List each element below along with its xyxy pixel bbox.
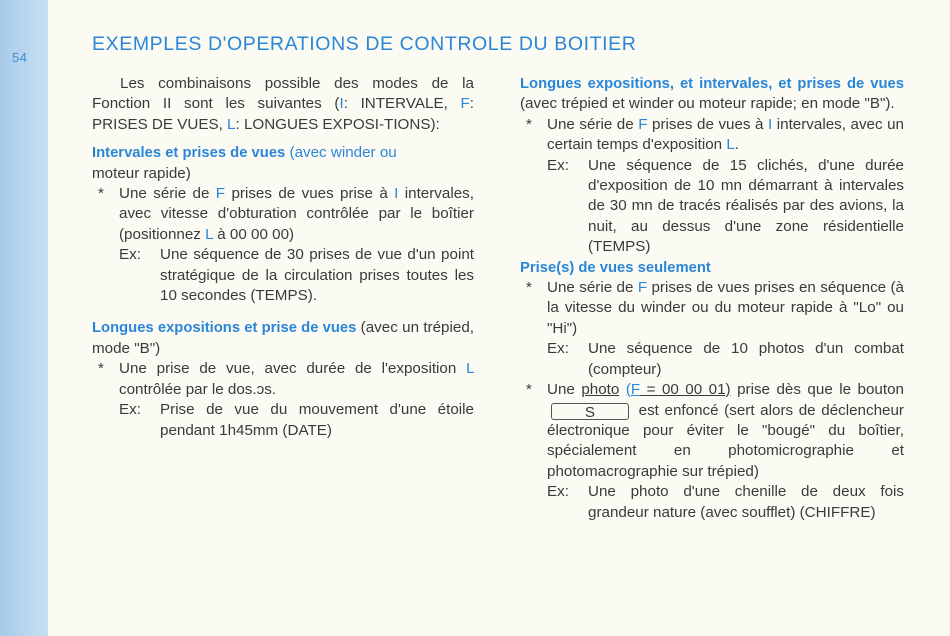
example: [520, 156, 904, 258]
bullet-star: *: [526, 381, 532, 399]
section-heading-long-exposure-intervals: [520, 74, 904, 115]
item-text: .: [734, 136, 740, 154]
item-text: à 00 00 00): [213, 225, 295, 243]
example-text: Une séquence de 30 prises de vue d'un point stratégique de la circulation prises toutes les 10 secondes (TEMPS).: [160, 246, 474, 305]
intro-text: : PRISES DE VUES,: [92, 95, 475, 133]
intro-text: : LONGUES EXPOSI-TIONS):: [235, 115, 440, 133]
example: [92, 245, 474, 306]
example: [520, 339, 904, 380]
example-text: Une séquence de 10 photos d'un combat (compteur): [588, 340, 904, 378]
bullet-star: *: [526, 279, 532, 297]
item-text: prise dès que le bouton: [730, 381, 904, 399]
example-label: Ex:: [547, 483, 569, 501]
mode-symbol-l: L: [726, 136, 735, 154]
item-text: photo: [581, 381, 620, 399]
list-item: [520, 115, 904, 156]
shutter-button-symbol: S: [551, 403, 629, 420]
item-text: = 00 00 01): [640, 381, 731, 399]
mode-symbol-f: F: [638, 115, 648, 133]
right-column: [520, 74, 904, 523]
example-label: Ex:: [547, 340, 569, 358]
heading-subtext: moteur rapide): [92, 164, 191, 182]
heading-subtext: (avec trépied et winder ou moteur rapide; en mode "B").: [520, 95, 895, 113]
item-text: Une: [547, 381, 582, 399]
intro-text: : INTERVALE,: [343, 95, 461, 113]
intro-paragraph: [92, 74, 474, 135]
mode-symbol-l: L: [466, 360, 474, 378]
item-text: contrôlée par le dos.ɔs.: [119, 380, 277, 398]
heading-subtext: (avec winder ou: [285, 144, 397, 162]
item-text: intervales, avec un certain temps d'exposition: [547, 115, 904, 154]
heading-text: Intervales et prises de vues: [92, 145, 286, 162]
item-text: Une série de: [547, 279, 638, 297]
item-text: prises de vues à: [647, 115, 769, 133]
item-text: Une série de: [547, 115, 639, 133]
intro-text: Les combinaisons possible des modes de la Fonction II sont les suivantes (: [92, 75, 474, 113]
example-text: Une photo d'une chenille de deux fois grandeur nature (avec soufflet) (CHIFFRE): [588, 483, 904, 521]
item-text: intervales, avec vitesse d'obturation contrôlée par le boîtier (positionnez: [119, 185, 474, 243]
example: [92, 400, 474, 441]
mode-symbol-f: F: [630, 381, 641, 399]
section-heading-intervals: [92, 143, 474, 184]
example-label: Ex:: [119, 246, 141, 264]
mode-symbol-f: F: [637, 279, 648, 297]
heading-text: Longues expositions, et intervales, et prises de vues: [520, 76, 904, 92]
page-title: EXEMPLES D'OPERATIONS DE CONTROLE DU BOITIER: [92, 33, 637, 55]
page-number: 54: [12, 50, 28, 65]
item-text: Une série de: [119, 185, 216, 203]
mode-symbol-l: L: [227, 115, 236, 133]
mode-symbol-i: I: [394, 185, 399, 203]
list-item: [92, 184, 474, 245]
mode-symbol-f: F: [215, 185, 226, 203]
item-text: est enfoncé (sert alors de déclencheur électronique pour éviter le "bougé" du boîtier, spécialement en photomicrographie et photomacrographie sur trépied): [547, 401, 904, 480]
example-text: Une séquence de 15 clichés, d'une durée d'exposition de 10 mn démarrant à intervales de 30 mn de tracés réalisés par des avions, la nuit, au dessus d'une zone résidentielle (TEMPS): [588, 156, 904, 256]
item-text: Une prise de vue, avec durée de l'exposition: [119, 360, 467, 378]
heading-text: Prise(s) de vues seulement: [520, 259, 711, 276]
example-label: Ex:: [547, 156, 569, 174]
item-text: prises de vues prises en séquence (à la vitesse du winder ou du moteur rapide à "Lo" ou "Hi"): [547, 279, 904, 337]
bullet-star: *: [526, 115, 532, 133]
item-text: (: [625, 381, 631, 399]
mode-symbol-f: F: [460, 95, 470, 113]
bullet-star: *: [98, 185, 104, 203]
mode-symbol-l: L: [205, 225, 214, 243]
list-item: [520, 380, 904, 482]
bullet-star: *: [98, 360, 104, 378]
list-item: [92, 359, 474, 400]
example-label: Ex:: [119, 401, 141, 419]
heading-text: Longues expositions et prise de vues: [92, 320, 357, 337]
list-item: [520, 278, 904, 339]
section-heading-shots-only: [520, 258, 904, 278]
page-margin-band: [0, 0, 48, 636]
left-column: [92, 74, 474, 441]
heading-subtext: (avec un trépied, mode "B"): [92, 319, 474, 357]
example: [520, 482, 904, 523]
mode-symbol-i: I: [768, 115, 773, 133]
mode-symbol-i: I: [339, 95, 344, 113]
item-text: prises de vues prise à: [225, 185, 395, 203]
example-text: Prise de vue du mouvement d'une étoile pendant 1h45mm (DATE): [160, 401, 474, 439]
section-heading-long-exposure: [92, 318, 474, 359]
